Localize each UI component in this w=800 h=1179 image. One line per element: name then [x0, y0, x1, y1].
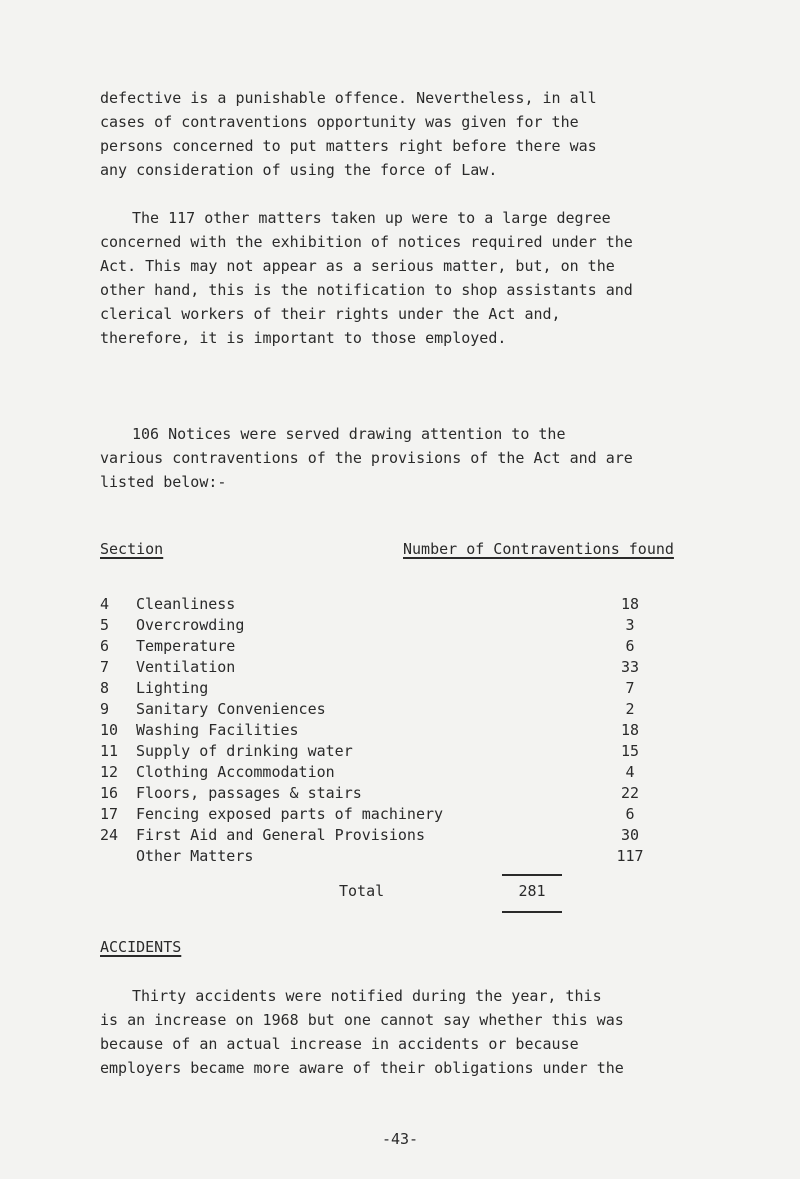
text-line: various contraventions of the provisions of the Act and are — [100, 449, 633, 467]
text-line: The 117 other matters taken up were to a large degree — [132, 209, 611, 227]
accidents-heading: ACCIDENTS — [100, 938, 182, 956]
count-cell: 7 — [625, 679, 635, 697]
text-line: clerical workers of their rights under the Act and, — [100, 305, 561, 323]
text-line: persons concerned to put matters right before there was — [100, 137, 597, 155]
table-row — [100, 657, 660, 678]
section-cell: 12 — [100, 763, 119, 781]
count-cell: 6 — [625, 637, 635, 655]
item-cell: Sanitary Conveniences — [136, 700, 326, 718]
text-line: defective is a punishable offence. Nevertheless, in all — [100, 89, 597, 107]
item-cell: Ventilation — [136, 658, 236, 676]
text-line: listed below:- — [100, 473, 227, 491]
section-cell: 8 — [100, 679, 110, 697]
text-line: because of an actual increase in accidents or because — [100, 1035, 579, 1053]
table-row — [100, 720, 660, 741]
text-line: is an increase on 1968 but one cannot say whether this was — [100, 1011, 624, 1029]
section-column-header: Section — [100, 540, 164, 558]
section-cell: 11 — [100, 742, 119, 760]
text-line: other hand, this is the notification to shop assistants and — [100, 281, 633, 299]
text-line: Thirty accidents were notified during the year, this — [132, 987, 602, 1005]
section-cell: 4 — [100, 595, 110, 613]
number-column-header: Number of Contraventions found — [403, 540, 674, 558]
text-line: therefore, it is important to those employed. — [100, 329, 507, 347]
count-cell: 18 — [620, 721, 640, 739]
section-cell: 9 — [100, 700, 110, 718]
paragraph-notices-served — [100, 422, 660, 494]
item-cell: Fencing exposed parts of machinery — [136, 805, 444, 823]
count-cell: 117 — [616, 847, 644, 865]
text-line: any consideration of using the force of Law. — [100, 161, 498, 179]
total-value: 281 — [518, 882, 546, 900]
text-line: cases of contraventions opportunity was given for the — [100, 113, 579, 131]
item-cell: Lighting — [136, 679, 209, 697]
table-row — [100, 594, 660, 615]
item-cell: Other Matters — [136, 847, 254, 865]
table-row — [100, 678, 660, 699]
table-row — [100, 783, 660, 804]
text-line: employers became more aware of their obligations under the — [100, 1059, 624, 1077]
total-rule-bottom — [502, 911, 562, 913]
item-cell: Clothing Accommodation — [136, 763, 335, 781]
page-number: -43- — [381, 1130, 419, 1148]
section-cell: 5 — [100, 616, 110, 634]
table-row — [100, 804, 660, 825]
paragraph-enforcement — [100, 86, 660, 182]
count-cell: 18 — [620, 595, 640, 613]
total-label: Total — [339, 882, 385, 900]
table-row — [100, 825, 660, 846]
section-cell: 24 — [100, 826, 119, 844]
table-row — [100, 762, 660, 783]
item-cell: Cleanliness — [136, 595, 236, 613]
item-cell: Washing Facilities — [136, 721, 299, 739]
count-cell: 30 — [620, 826, 640, 844]
table-row — [100, 636, 660, 657]
section-cell: 7 — [100, 658, 110, 676]
paragraph-notices-matters — [100, 206, 660, 350]
count-cell: 4 — [625, 763, 635, 781]
item-cell: Temperature — [136, 637, 236, 655]
table-row — [100, 615, 660, 636]
count-cell: 33 — [620, 658, 640, 676]
section-cell: 16 — [100, 784, 119, 802]
item-cell: Overcrowding — [136, 616, 245, 634]
item-cell: First Aid and General Provisions — [136, 826, 425, 844]
count-cell: 15 — [620, 742, 640, 760]
table-row — [100, 846, 660, 867]
table-row — [100, 699, 660, 720]
table-row — [100, 741, 660, 762]
section-cell: 6 — [100, 637, 110, 655]
count-cell: 3 — [625, 616, 635, 634]
count-cell: 2 — [625, 700, 635, 718]
count-cell: 22 — [620, 784, 640, 802]
paragraph-accidents-notified — [100, 984, 660, 1080]
text-line: Act. This may not appear as a serious matter, but, on the — [100, 257, 615, 275]
item-cell: Floors, passages & stairs — [136, 784, 362, 802]
section-cell: 17 — [100, 805, 119, 823]
text-line: 106 Notices were served drawing attention to the — [132, 425, 566, 443]
text-line: concerned with the exhibition of notices required under the — [100, 233, 633, 251]
total-rule-top — [502, 874, 562, 876]
item-cell: Supply of drinking water — [136, 742, 353, 760]
contraventions-table — [100, 594, 660, 867]
count-cell: 6 — [625, 805, 635, 823]
section-cell: 10 — [100, 721, 119, 739]
